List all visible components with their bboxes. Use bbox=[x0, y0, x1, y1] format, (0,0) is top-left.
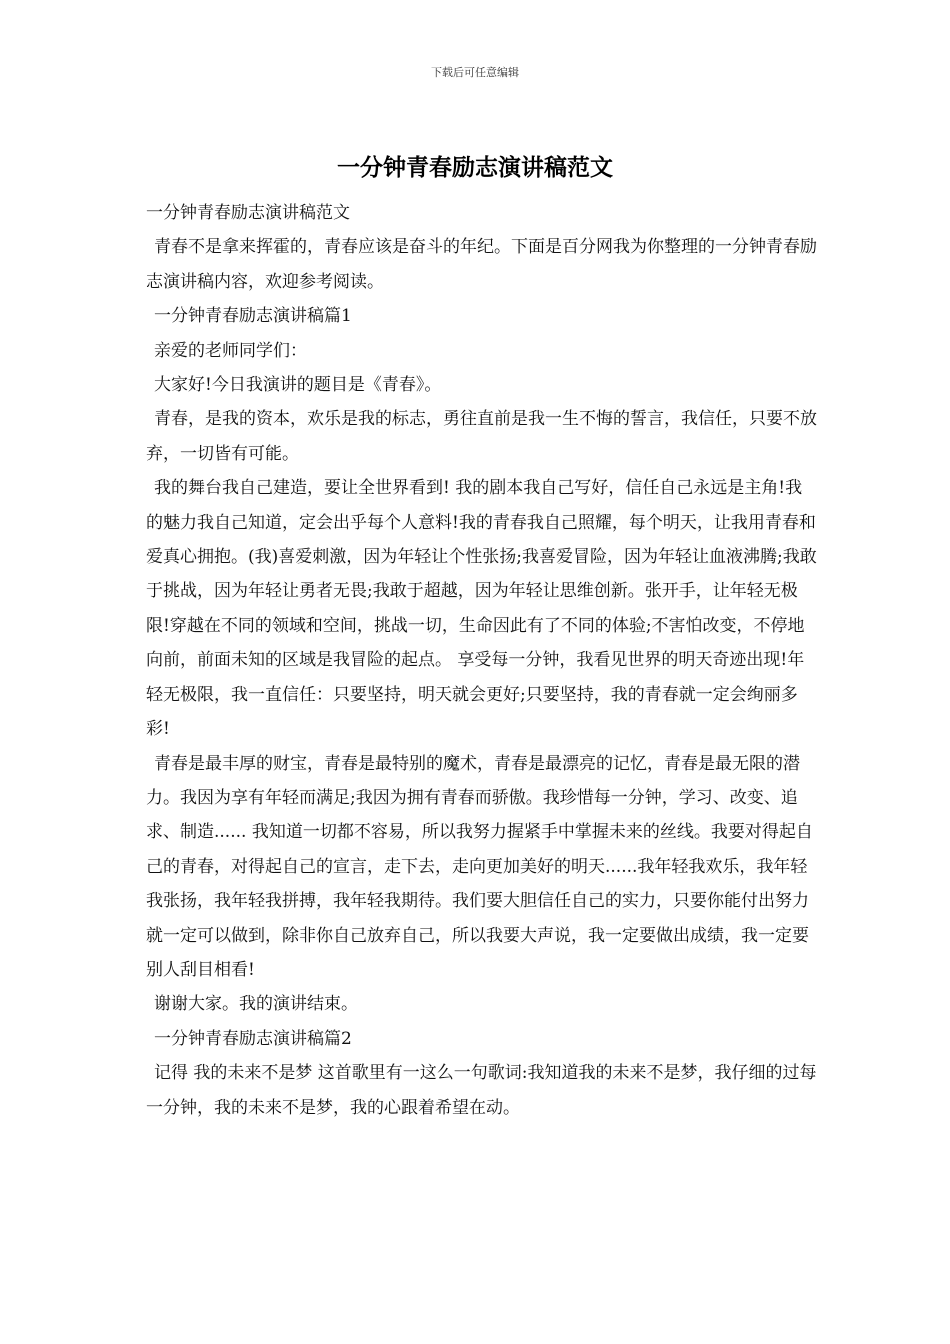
paragraph-intro: 青春不是拿来挥霍的，青春应该是奋斗的年纪。下面是百分网我为你整理的一分钟青春励志演讲稿内容，欢迎参考阅读。 bbox=[146, 237, 817, 292]
document-title: 一分钟青春励志演讲稿范文 bbox=[337, 154, 613, 181]
paragraph-body: 青春，是我的资本，欢乐是我的标志，勇往直前是我一生不悔的誓言，我信任，只要不放弃，一切皆有可能。 bbox=[146, 409, 817, 464]
paragraph-body: 记得 我的未来不是梦 这首歌里有一这么一句歌词:我知道我的未来不是梦，我仔细的过每一分钟，我的未来不是梦，我的心跟着希望在动。 bbox=[146, 1063, 817, 1118]
paragraph-body: 青春是最丰厚的财宝，青春是最特别的魔术，青春是最漂亮的记忆，青春是最无限的潜力。我因为享有年轻而满足;我因为拥有青春而骄傲。我珍惜每一分钟，学习、改变、追求、制造...... 我知道一切都不容易，所以我努力握紧手中掌握未来的丝线。我要对得起自己的青春，对得起自己的宣言，走下去，走向更加美好的明天......我年轻我欢乐，我年轻我张扬，我年轻我拼搏，我年轻我期待。我们要大胆信任自己的实力，只要你能付出努力就一定可以做到，除非你自己放弃自己，所以我要大声说，我一定要做出成绩，我一定要别人刮目相看! bbox=[146, 753, 813, 980]
document-body bbox=[146, 196, 818, 1125]
salutation: 亲爱的老师同学们： bbox=[154, 340, 307, 361]
paragraph-body: 我的舞台我自己建造，要让全世界看到! 我的剧本我自己写好，信任自己永远是主角!我的魅力我自己知道，定会出乎每个人意料!我的青春我自己照耀，每个明天，让我用青春和爱真心拥抱。(我)喜爱刺激，因为年轻让个性张扬;我喜爱冒险，因为年轻让血液沸腾;我敢于挑战，因为年轻让勇者无畏;我敢于超越，因为年轻让思维创新。张开手，让年轻无极限!穿越在不同的领域和空间，挑战一切，生命因此有了不同的体验;不害怕改变，不停地向前，前面未知的区域是我冒险的起点。 享受每一分钟，我看见世界的明天奇迹出现!年轻无极限，我一直信任：只要坚持，明天就会更好;只要坚持，我的青春就一定会绚丽多彩! bbox=[146, 478, 817, 740]
document-subtitle: 一分钟青春励志演讲稿范文 bbox=[146, 203, 350, 223]
section-heading-2: 一分钟青春励志演讲稿篇2 bbox=[154, 1028, 352, 1049]
closing-line: 谢谢大家。我的演讲结束。 bbox=[154, 994, 358, 1015]
section-heading-1: 一分钟青春励志演讲稿篇1 bbox=[154, 306, 352, 327]
header-note: 下载后可任意编辑 bbox=[431, 66, 519, 79]
greeting: 大家好!今日我演讲的题目是《青春》。 bbox=[154, 375, 442, 396]
